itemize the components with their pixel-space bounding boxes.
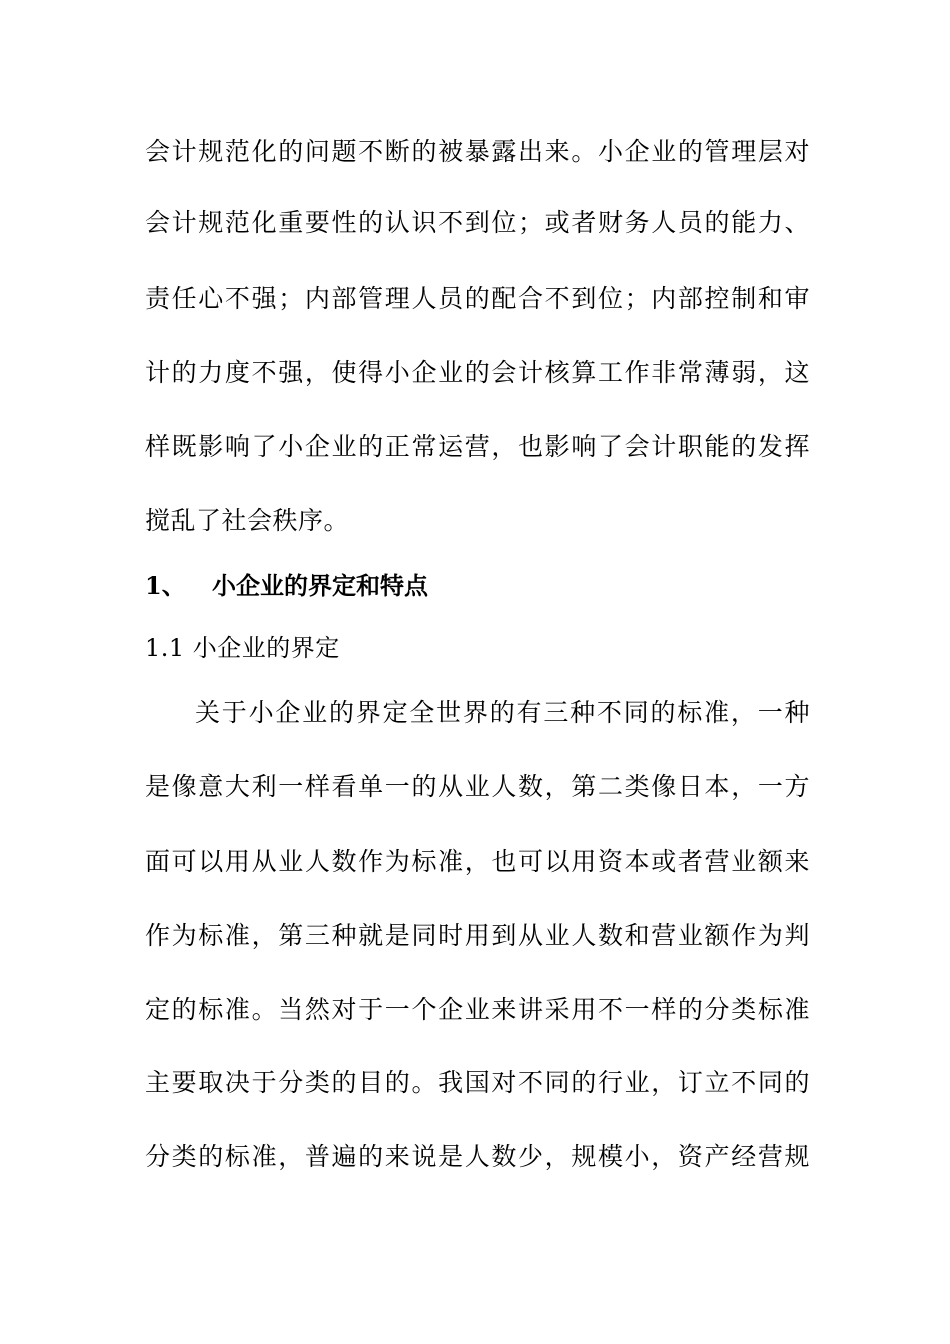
section-title: 小企业的界定和特点	[212, 571, 428, 600]
paragraph-1-line-1: 会计规范化的问题不断的被暴露出来。小企业的管理层对	[145, 137, 810, 166]
section-number: 1、	[145, 571, 186, 600]
paragraph-2-line-5: 定的标准。当然对于一个企业来讲采用不一样的分类标准	[145, 995, 810, 1024]
paragraph-1-line-6: 搅乱了社会秩序。	[145, 506, 350, 535]
subsection-title: 1.1 小企业的界定	[145, 634, 340, 662]
paragraph-2-line-3: 面可以用从业人数作为标准，也可以用资本或者营业额来	[145, 847, 810, 876]
paragraph-2-line-1: 关于小企业的界定全世界的有三种不同的标准，一种	[195, 698, 810, 727]
paragraph-1-line-5: 样既影响了小企业的正常运营，也影响了会计职能的发挥	[145, 432, 810, 461]
paragraph-1-line-4: 计的力度不强，使得小企业的会计核算工作非常薄弱，这	[145, 358, 810, 387]
paragraph-2-line-4: 作为标准，第三种就是同时用到从业人数和营业额作为判	[145, 921, 810, 950]
paragraph-1-line-2: 会计规范化重要性的认识不到位；或者财务人员的能力、	[145, 208, 810, 237]
paragraph-1-line-3: 责任心不强；内部管理人员的配合不到位；内部控制和审	[145, 284, 810, 313]
paragraph-2-line-2: 是像意大利一样看单一的从业人数，第二类像日本，一方	[145, 772, 810, 801]
paragraph-2-line-6: 主要取决于分类的目的。我国对不同的行业，订立不同的	[145, 1068, 810, 1097]
paragraph-2-line-7: 分类的标准，普遍的来说是人数少，规模小，资产经营规	[145, 1142, 810, 1171]
